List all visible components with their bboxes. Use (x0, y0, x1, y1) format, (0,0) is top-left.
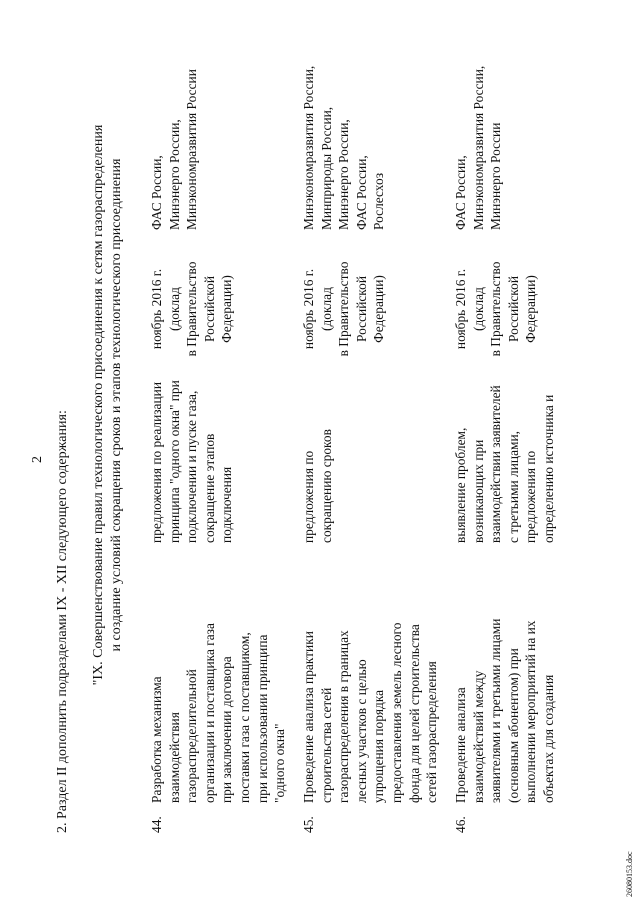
cell-line: Минэкономразвития России (184, 69, 200, 230)
cell-line: сетей газораспределения (424, 661, 440, 803)
measure-cell (148, 543, 289, 803)
cell-line: Федерации) (371, 275, 387, 343)
result-cell (452, 385, 558, 543)
cell-line: Минэнерго России (488, 122, 504, 230)
cell-line: фонда для целей строительства (406, 624, 422, 803)
cell-line: (доклад (318, 287, 334, 331)
page-number: 2 (30, 456, 45, 463)
cell-line: в Правительство (184, 261, 200, 357)
cell-line: Федерации) (523, 275, 539, 343)
cell-line: Минприроды России, (318, 106, 334, 230)
cell-line: Проведение анализа (453, 687, 468, 803)
cell-line: Российской (353, 276, 369, 342)
cell-line: ФАС России, (149, 155, 164, 230)
cell-line: ноябрь 2016 г. (301, 268, 316, 350)
cell-line: принципа "одного окна" при (166, 380, 182, 543)
row-number: 44. (149, 816, 164, 833)
cell-line: подключения (219, 466, 235, 543)
cell-line: упрощения порядка (371, 689, 387, 803)
cell-line: при использовании принципа (254, 634, 270, 803)
cell-line: Российской (505, 276, 521, 342)
cell-line: предоставления земель лесного (388, 622, 404, 803)
cell-line: предложения по (301, 450, 316, 543)
row-number: 45. (301, 816, 316, 833)
responsible-cell (148, 0, 201, 230)
cell-line: Проведение анализа практики (301, 631, 316, 803)
row-number: 46. (453, 816, 468, 833)
cell-line: Минэнерго России, (336, 119, 352, 230)
cell-line: ноябрь 2016 г. (149, 268, 164, 350)
section-heading (90, 85, 126, 725)
heading-line: "IX. Совершенствование правил технологического присоединения к сетям газораспределения (91, 124, 106, 686)
measure-cell (300, 543, 441, 803)
heading-line: и создание условий сокращения сроков и этапов технологического присоединения (109, 158, 124, 652)
cell-line: предложения по реализации (149, 382, 164, 543)
cell-line: взаимодействий между (470, 670, 486, 803)
cell-line: в Правительство (488, 261, 504, 357)
cell-line: поставки газа с поставщиком, (236, 632, 252, 803)
cell-line: лесных участков с целью (353, 659, 369, 803)
cell-line: Федерации) (219, 275, 235, 343)
file-name-footer: 2608015З.doc (625, 851, 634, 897)
cell-line: взаимодействии заявителей (488, 385, 504, 543)
cell-line: Минэкономразвития России, (301, 65, 316, 230)
cell-line: объектах для создания (540, 674, 556, 803)
cell-line: ноябрь 2016 г. (453, 268, 468, 350)
cell-line: (доклад (166, 287, 182, 331)
intro-text: 2. Раздел II дополнить подразделами IX - XII следующего содержания: (55, 410, 70, 833)
deadline-cell (148, 235, 236, 383)
cell-line: газораспределения в границах (336, 630, 352, 803)
cell-line: в Правительство (336, 261, 352, 357)
cell-line: Разработка механизма (149, 676, 164, 803)
measure-cell (452, 543, 558, 803)
cell-line: (основным абонентом) при (505, 648, 521, 803)
cell-line: с третьими лицами, (505, 430, 521, 543)
cell-line: (доклад (470, 287, 486, 331)
cell-line: сокращению сроков (318, 429, 334, 543)
cell-line: строительства сетей (318, 687, 334, 803)
result-cell (300, 393, 335, 543)
cell-line: определению источника и (540, 394, 556, 543)
responsible-cell (300, 0, 388, 230)
cell-line: предложения по (523, 450, 539, 543)
cell-line: Рослесхоз (371, 173, 387, 230)
cell-line: заявителями и третьими лицами (488, 618, 504, 803)
cell-line: Российской (201, 276, 217, 342)
cell-line: "одного окна" (272, 723, 288, 803)
cell-line: выявление проблем, (453, 427, 468, 543)
cell-line: газораспределительной (184, 669, 200, 803)
cell-line: возникающих при (470, 439, 486, 543)
cell-line: взаимодействия (166, 712, 182, 803)
cell-line: сокращение этапов (201, 433, 217, 543)
cell-line: ФАС России, (353, 155, 369, 230)
deadline-cell (452, 235, 540, 383)
cell-line: Минэкономразвития России, (470, 65, 486, 230)
cell-line: выполнении мероприятий на их (523, 620, 539, 803)
deadline-cell (300, 235, 388, 383)
cell-line: при заключении договора (219, 656, 235, 803)
cell-line: организации и поставщика газа (201, 623, 217, 803)
cell-line: подключении и пуске газа, (184, 390, 200, 543)
result-cell (148, 380, 236, 543)
cell-line: ФАС России, (453, 155, 468, 230)
cell-line: Минэнерго России, (166, 119, 182, 230)
responsible-cell (452, 0, 505, 230)
